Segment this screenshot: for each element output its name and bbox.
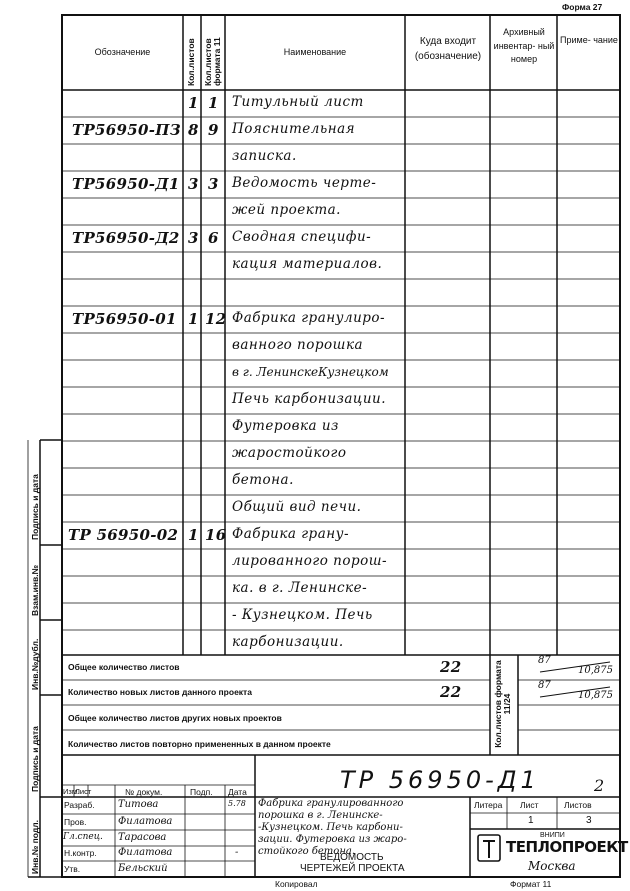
side-label-replacement-inv: Взам.инв.№ [30, 564, 40, 616]
row-count: 3 [188, 175, 199, 193]
row-name-line: Футеровка из [232, 418, 339, 434]
org-name: ТЕПЛОПРОЕКТ [506, 838, 628, 856]
header-archive: Архивный инвентар- ный номер [493, 27, 555, 64]
header-name: Наименование [283, 47, 347, 57]
header-destination: Куда входит (обозначение) [414, 36, 482, 62]
row-name-line: Фабрика грану- [232, 526, 350, 542]
total-format-sub: 10,875 [578, 665, 613, 676]
row-count: 1 [188, 310, 199, 328]
total-label: Количество новых листов данного проекта [68, 687, 252, 697]
total-format-value: 87 [538, 655, 551, 666]
row-name-line: лированного порош- [232, 553, 388, 569]
row-name-line: Пояснительная [232, 121, 356, 137]
row-count: 3 [188, 229, 199, 247]
stamp-role: Пров. [64, 817, 87, 827]
org-small: ВНИПИ [540, 832, 565, 839]
stamp-title-line: Фабрика гранулированного [258, 798, 404, 809]
header-sheet-count: Кол.листов [186, 38, 196, 86]
stamp-col-header: Изм. [63, 787, 80, 796]
row-name-line: в г. ЛенинскеКузнецком [232, 365, 389, 379]
row-code: ТР56950-ПЗ [72, 121, 181, 139]
totals-vertical-label: Кол.листов формата 11/24 [493, 660, 513, 748]
row-name-line: Сводная специфи- [232, 229, 372, 245]
row-count: 1 [188, 526, 199, 544]
stamp-sheet-label: Лист [520, 800, 539, 810]
row-name-line: Общий вид печи. [232, 499, 362, 515]
row-format-count: 16 [205, 526, 227, 544]
row-count: 8 [188, 121, 199, 139]
header-sheet-count-format: Кол.листов формата 11 [203, 37, 223, 86]
stamp-col-header: № докум. [125, 787, 163, 797]
total-format-sub: 10,875 [578, 690, 613, 701]
side-label-duplicate-inv: Инв.№дубл. [30, 638, 40, 690]
row-name-line: жаростойкого [232, 445, 347, 461]
row-format-count: 9 [208, 121, 219, 139]
stamp-name: Титова [118, 799, 159, 810]
stamp-role: Утв. [64, 864, 81, 874]
row-name-line: ка. в г. Ленинске- [232, 580, 368, 596]
stamp-name: Тарасова [118, 832, 167, 843]
stamp-title-line: стойкого бетона. [258, 846, 356, 857]
row-name-line: Печь карбонизации. [232, 391, 387, 407]
stamp-role: Разраб. [64, 800, 95, 810]
row-name-line: кация материалов. [232, 256, 383, 272]
stamp-doc-title: ЧЕРТЕЖЕЙ ПРОЕКТА [300, 863, 405, 874]
total-label: Общее количество листов других новых проектов [68, 713, 282, 723]
stamp-col-header: Дата [228, 787, 247, 797]
stamp-title-line: порошка в г. Ленинске- [258, 810, 383, 821]
side-label-original-inv: Инв.№ подл. [30, 819, 40, 874]
stamp-sheets-value: 3 [586, 815, 592, 826]
row-code: ТР 56950-02 [68, 526, 179, 544]
row-format-count: 3 [208, 175, 219, 193]
side-label-signature-date: Подпись и дата [30, 474, 40, 540]
row-code: ТР56950-Д1 [72, 175, 180, 193]
header-note: Приме- чание [560, 35, 618, 45]
total-label: Общее количество листов [68, 662, 180, 672]
footer-copied: Копировал [275, 879, 318, 889]
row-name-line: жей проекта. [232, 202, 341, 218]
stamp-title-line: зации. Футеровка из жаро- [258, 834, 407, 845]
total-label: Количество листов повторно примененных в данном проекте [68, 739, 331, 749]
row-count: 1 [188, 94, 199, 112]
row-name-line: Ведомость черте- [232, 175, 377, 191]
row-name-line: - Кузнецком. Печь [232, 607, 373, 623]
row-name-line: карбонизации. [232, 634, 344, 650]
row-name-line: бетона. [232, 472, 294, 488]
stamp-title-line: -Кузнецком. Печь карбони- [258, 822, 403, 833]
stamp-date: 5.78 [228, 799, 246, 808]
stamp-code: ТР 56950-Д1 [340, 766, 540, 794]
stamp-name: Бельский [118, 863, 168, 874]
row-name-line: Титульный лист [232, 94, 364, 110]
stamp-role: Гл.спец. [63, 832, 103, 842]
stamp-sheet-value: 1 [528, 815, 534, 826]
total-value: 22 [440, 683, 462, 701]
total-value: 22 [440, 658, 462, 676]
stamp-litera-label: Литера [474, 800, 503, 810]
stamp-col-header: Подп. [190, 787, 213, 797]
row-code: ТР56950-Д2 [72, 229, 180, 247]
row-name-line: Фабрика гранулиро- [232, 310, 386, 326]
form-label: Форма 27 [562, 2, 603, 12]
stamp-date: - [235, 847, 239, 858]
row-name-line: записка. [232, 148, 297, 164]
org-city: Москва [528, 859, 576, 873]
stamp-name: Филатова [118, 816, 173, 827]
stamp-page-mark: 2 [594, 776, 605, 795]
stamp-col-header: Лист [75, 787, 92, 796]
side-label-signature-date: Подпись и дата [30, 726, 40, 792]
total-format-value: 87 [538, 680, 551, 691]
footer-format: Формат 11 [510, 879, 552, 889]
row-code: ТР56950-01 [72, 310, 177, 328]
stamp-role: Н.контр. [64, 848, 97, 858]
stamp-name: Филатова [118, 847, 173, 858]
row-format-count: 1 [208, 94, 219, 112]
row-name-line: ванного порошка [232, 337, 364, 353]
stamp-doc-title: ВЕДОМОСТЬ [320, 852, 384, 863]
row-format-count: 12 [205, 310, 227, 328]
header-designation: Обозначение [94, 47, 151, 57]
row-format-count: 6 [208, 229, 219, 247]
stamp-sheets-label: Листов [564, 800, 592, 810]
